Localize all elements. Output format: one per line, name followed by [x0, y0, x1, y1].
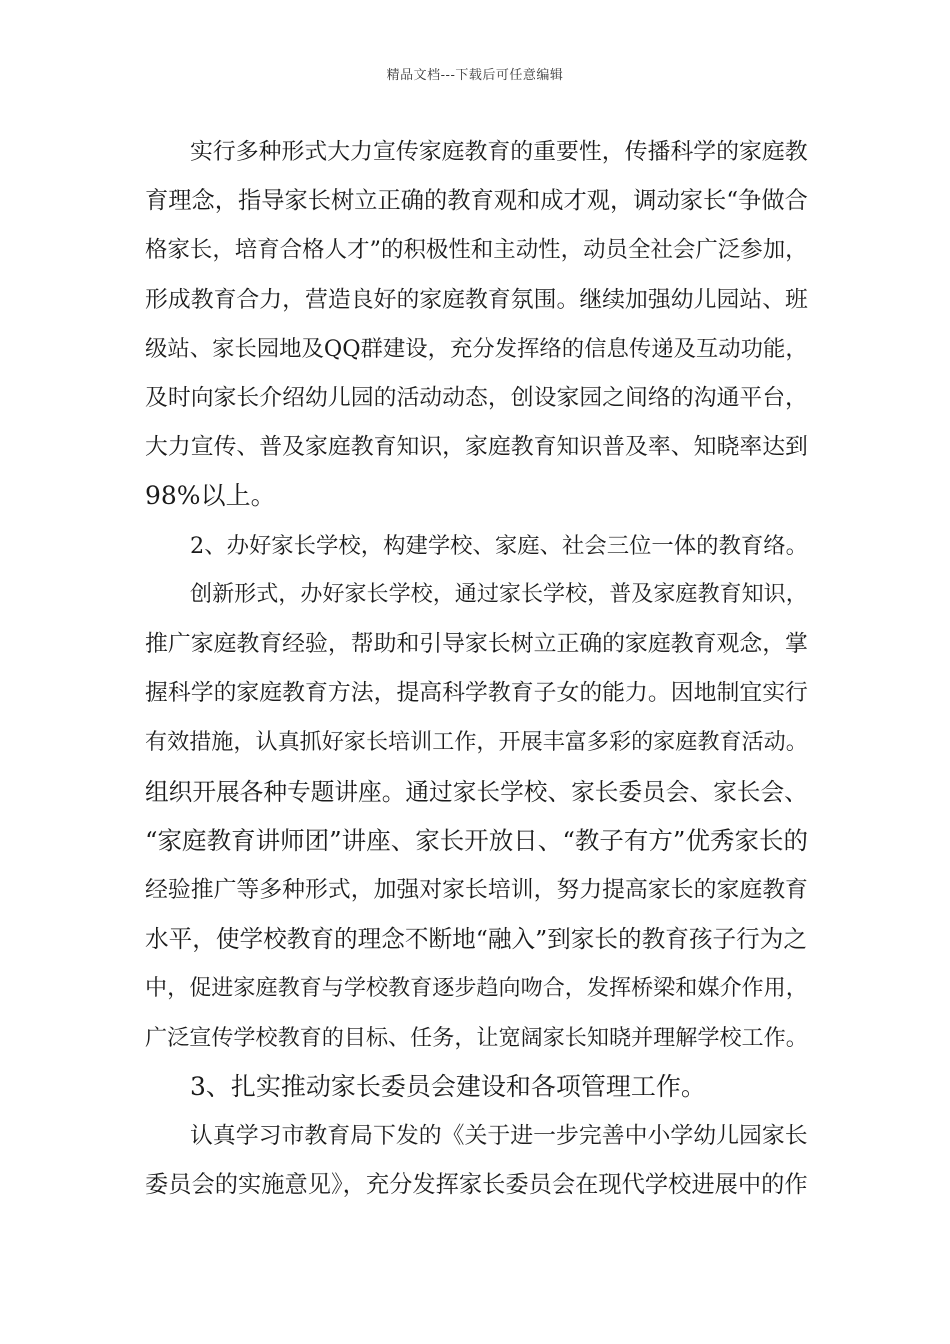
text-line: “家庭教育讲师团”讲座、家长开放日、“教子有方”优秀家长的 [145, 826, 809, 855]
text-line: 级站、家长园地及QQ群建设，充分发挥络的信息传递及互动功能， [145, 336, 808, 362]
text-line: 创新形式，办好家长学校，通过家长学校，普及家庭教育知识， [190, 582, 808, 607]
text-line: 广泛宣传学校教育的目标、任务，让宽阔家长知晓并理解学校工作。 [145, 1025, 808, 1051]
text-line: 有效措施，认真抓好家长培训工作，开展丰富多彩的家庭教育活动。 [145, 729, 808, 755]
text-line: 经验推广等多种形式，加强对家长培训，努力提高家长的家庭教育 [145, 877, 808, 903]
text-line: 水平，使学校教育的理念不断地“融入”到家长的教育孩子行为之 [145, 925, 808, 953]
text-line: 中，促进家庭教育与学校教育逐步趋向吻合，发挥桥梁和媒介作用， [145, 975, 808, 1001]
text-line: 3、扎实推动家长委员会建设和各项管理工作。 [190, 1072, 706, 1101]
text-line: 格家长，培育合格人才”的积极性和主动性，动员全社会广泛参加， [145, 237, 808, 263]
text-line: 大力宣传、普及家庭教育知识，家庭教育知识普及率、知晓率达到 [145, 434, 808, 460]
page-header: 精品文档---下载后可任意编辑 [386, 68, 564, 83]
text-line: 认真学习市教育局下发的《关于进一步完善中小学幼儿园家长 [190, 1123, 808, 1149]
text-line: 推广家庭教育经验，帮助和引导家长树立正确的家庭教育观念，掌 [145, 631, 808, 657]
text-line: 98%以上。 [145, 481, 276, 510]
text-line: 形成教育合力，营造良好的家庭教育氛围。继续加强幼儿园站、班 [145, 287, 808, 313]
text-line: 委员会的实施意见》，充分发挥家长委员会在现代学校进展中的作 [145, 1171, 808, 1198]
text-line: 育理念，指导家长树立正确的教育观和成才观，调动家长“争做合 [145, 187, 808, 214]
text-line: 握科学的家庭教育方法，提高科学教育子女的能力。因地制宜实行 [145, 680, 808, 706]
text-line: 实行多种形式大力宣传家庭教育的重要性，传播科学的家庭教 [190, 139, 808, 165]
text-line: 2、办好家长学校，构建学校、家庭、社会三位一体的教育络。 [190, 533, 808, 559]
text-line: 及时向家长介绍幼儿园的活动动态，创设家园之间络的沟通平台， [145, 385, 808, 411]
text-line: 组织开展各种专题讲座。通过家长学校、家长委员会、家长会、 [145, 778, 808, 806]
